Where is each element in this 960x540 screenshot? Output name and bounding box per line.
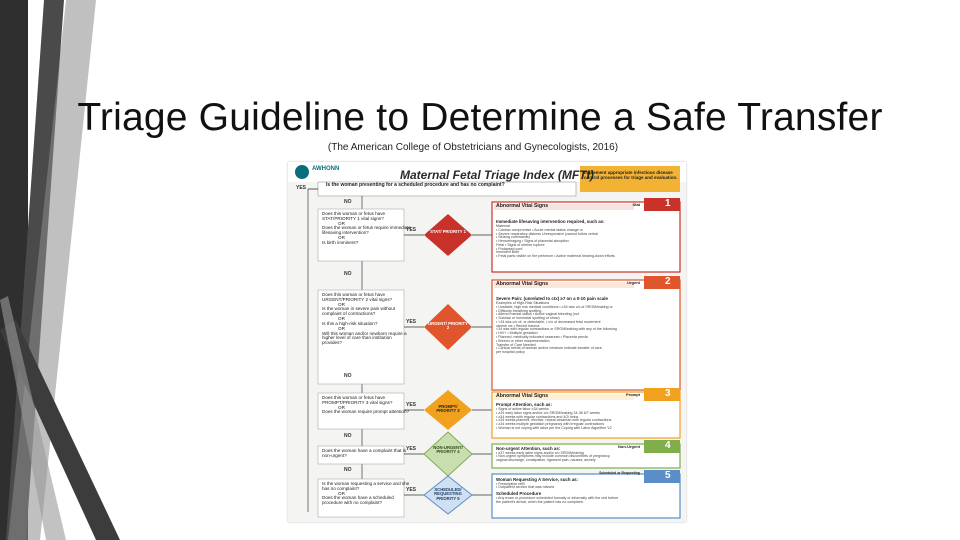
panel-content-2: Abnormal Vital Signs Severe Pain: (unrelated to ctx) ≥7 on a 0-10 pain scale Examples of High-Risk Situations • Unstable, high risk medical conditions • ≥34 wks c/c of SROM/leaking or • Difficulty breathing spotting • Altered mental status • Active vaginal bleeding (not • Suicidal or homicidal spotting or show) • <34 wks c/o of, or detectable, • c/o of decreased fetal movement uterine ctx • Recent trauma <34 wks with regular contractions or SROM/leaking with any of the following • HIV+ • Multiple gestation • Planned, medically indicated cesarean • Placenta previa • Breech or other malpresentation Transfer of Care Needed • Clinical needs of woman and/or newborn indicate transfer of care, per hospital policy [496,281,617,355]
panel-tab-label-1: Stat [632,202,640,207]
mfti-title: Maternal Fetal Triage Index (MFTI) [400,168,594,182]
panel-tab-num-5: 5 [665,470,671,481]
panel-tab-label-4: Non-Urgent [618,444,640,449]
header-note: Implement appropriate infectious disease control processes for triage and evaluation. [584,170,678,180]
no-label-4: NO [344,433,352,439]
panel-tab-label-2: Urgent [627,280,640,285]
yes-label-4: YES [406,446,417,452]
priority-label-5: SCHEDULED/ REQUESTING PRIORITY 5 [434,487,462,501]
question-text-3: Does this woman or fetus have PROMPT/PRIORITY 3 vital signs? OR Does the woman require prompt attention? [322,395,410,415]
panel-tab-nonurgent [644,440,680,453]
panel-content-1: Abnormal Vital Signs Immediate lifesaving intervention required, such as: Maternal • Cardiac compromise • Acute mental status change or • Severe respiratory distress Unresponsive (cannot follow verbal • Seizing commands) • Hemorrhaging • Signs of placental abruption Fetal • Signs of uterine rupture • Prolapsed cord Imminent Birth • Fetal parts visible on the perineum • Active maternal bearing-down efforts [496,203,615,259]
panel-tab-scheduled [644,470,680,483]
panel-tab-prompt [644,388,680,401]
logo-icon [295,165,309,179]
panel-tab-num-2: 2 [665,276,671,287]
panel-tab-label-5: Scheduled or Requesting [599,471,640,475]
panel-tab-stat [644,198,680,211]
no-label-1: NO [344,199,352,205]
panel-tab-num-4: 4 [665,440,671,451]
question-text-1: Does this woman or fetus have STAT/PRIORITY 1 vital signs? OR Does the woman or fetus require immediate lifesaving intervention? OR Is birth imminent? [322,211,412,245]
awhonn-logo-text: AWHONN [312,166,340,172]
panel-content-3: Abnormal Vital Signs Prompt Attention, such as: • Signs of active labor ≥34 weeks • ≥34 early labor signs and/or c/o SROM/leaking 34-36 6/7 weeks • ≥34 weeks with regular contractions and 4G/ twins • ≥34 weeks planned, elective, repeat cesarean with regular contractions • ≥34 weeks multiple gestation pregnancy with irregular contractions • Woman is not coping with labor per the Coping with Labor Algorithm V2 [496,393,612,430]
panel-tab-num-3: 3 [665,388,671,399]
yes-label-5: YES [406,487,417,493]
yes-label-2: YES [406,319,417,325]
slide-title: Triage Guideline to Determine a Safe Transfer [77,96,883,139]
mfti-flowchart [288,162,686,522]
priority-label-2: URGENT/ PRIORITY 2 [428,321,468,331]
priority-label-4: NON-URGENT/ PRIORITY 4 [433,445,463,455]
panel-content-5: Woman Requesting A Service, such as: • Prescription refill • Outpatient service that was missed Scheduled Procedure • Any exam or procedure scheduled formally or informally with the unit before the patient's arrival, when the patient has no complaint. [496,477,619,504]
priority-label-1: STAT/ PRIORITY 1 [430,229,466,234]
question-text-5: Is the woman requesting a service and she has no complaint? OR Does the woman have a scheduled procedure with no complaint? [322,481,410,506]
priority-diamond-1 [424,214,472,256]
priority-label-3: PROMPT/ PRIORITY 3 [436,404,460,414]
panel-tab-num-1: 1 [665,198,671,209]
decorative-stripes [0,0,130,540]
yes-label-3: YES [406,402,417,408]
question-text-2: Does this woman or fetus have URGENT/PRIORITY 2 vital signs? OR Is the woman in severe pain without complaint of contractions? OR Is this a high-risk situation? OR Will this woman and/or newborn require a higher level of care than institution provides? [322,292,407,346]
no-label-2: NO [344,271,352,277]
no-label-5: NO [344,467,352,473]
yes-label-1: YES [406,227,417,233]
yes-label-top: YES [296,185,307,191]
panel-content-4: Non-urgent Attention, such as: • ≥37 weeks early labor signs and/or c/o SROM/leaking • Non-urgent symptoms may include common discomforts of pregnancy, vaginal discharge, constipation, ligament pain, nausea, anxiety [496,446,611,463]
question-text-4: Does the woman have a complaint that is non-urgent? [322,448,407,458]
slide-subtitle: (The American College of Obstetricians and Gynecologists, 2016) [327,142,619,153]
first-question: Is the woman presenting for a scheduled procedure and has no complaint? [326,182,505,188]
no-label-3: NO [344,373,352,379]
panel-tab-label-3: Prompt [626,392,640,397]
